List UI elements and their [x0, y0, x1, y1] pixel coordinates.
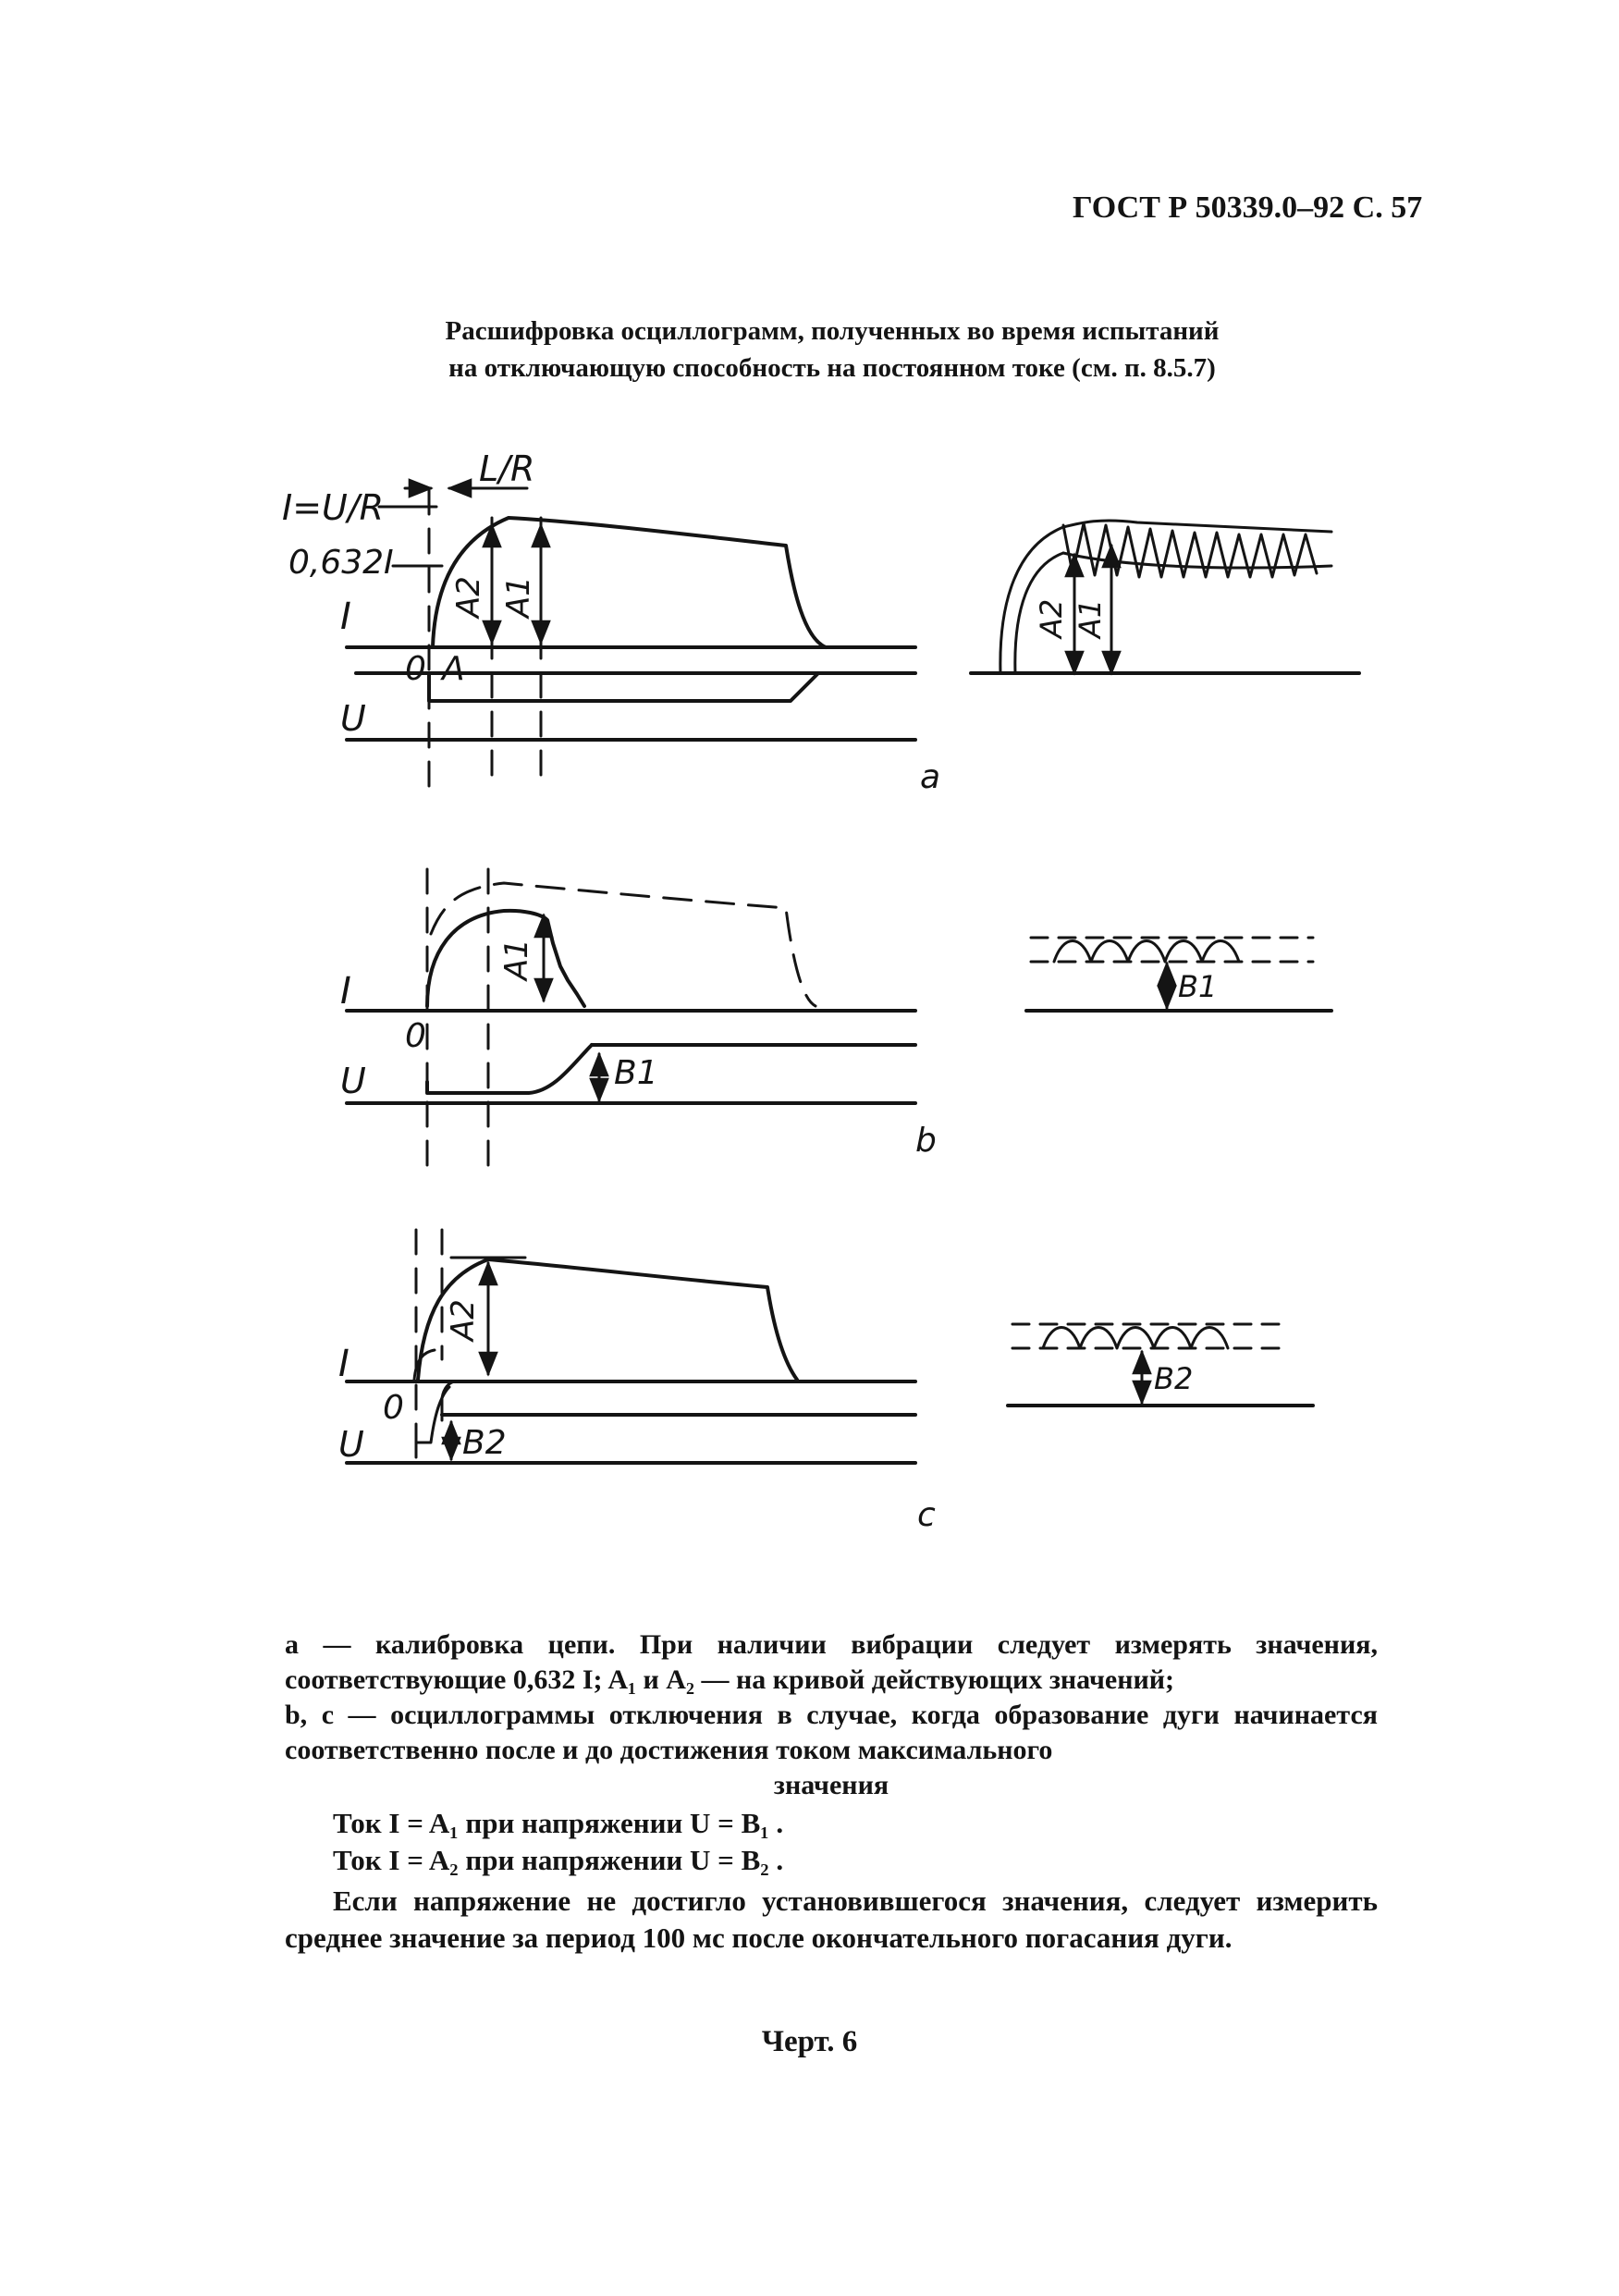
b-voltage-curve: [427, 1045, 592, 1093]
label-a1: A1: [500, 576, 537, 618]
label-a: A: [442, 650, 465, 688]
panel-b-label: b: [915, 1122, 937, 1160]
caption-line-3: значения: [773, 1770, 889, 1800]
b-label-u: U: [340, 1061, 366, 1101]
panel-c: [338, 1230, 1313, 1534]
label-i-axis: I: [340, 595, 351, 638]
b-label-i: I: [340, 970, 351, 1013]
panel-c-label: c: [917, 1496, 936, 1534]
detail-c-label-b2: B2: [1154, 1361, 1194, 1396]
b-label-b1: B1: [614, 1054, 658, 1092]
c-label-a2: A2: [445, 1299, 482, 1341]
page-header: ГОСТ Р 50339.0–92 С. 57: [1073, 190, 1423, 225]
formula-2: Ток I = A₂ при напряжении U = B₂ .: [333, 1844, 784, 1876]
measurement-note: Если напряжение не достигло установившегося значения, следует измерить среднее значение за период 100 мс после окончательного погасания дуги.: [285, 1885, 1378, 1954]
detail-c-vibration: [1008, 1324, 1313, 1406]
panel-a: [282, 448, 1359, 796]
voltage-curve: [429, 673, 818, 701]
label-a2: A2: [450, 576, 487, 618]
panel-b: [340, 869, 1331, 1165]
caption-line-1: а — калибровка цепи. При наличии вибрации следует измерять значения, соответствующие 0,632 I; A₁ и A₂ — на кривой действующих значений;: [285, 1629, 1378, 1695]
detail-a-label-a1: A1: [1073, 598, 1108, 638]
label-i-equals-u-over-r: I=U/R: [282, 487, 385, 528]
formulas: [285, 1805, 1378, 1879]
label-0632i: 0,632I: [288, 544, 394, 582]
c-label-u: U: [338, 1424, 364, 1465]
label-zero: 0: [405, 650, 426, 688]
c-label-b2: B2: [462, 1424, 507, 1462]
c-voltage-curve: [416, 1387, 449, 1457]
label-u-axis: U: [340, 698, 366, 739]
detail-b-label-b1: B1: [1178, 969, 1218, 1004]
b-label-zero: 0: [405, 1017, 426, 1055]
panel-a-label: a: [920, 758, 941, 796]
title-line-1: Расшифровка осциллограмм, полученных во время испытаний: [445, 316, 1220, 346]
formula-1: Ток I = A₁ при напряжении U = B₁ .: [333, 1807, 784, 1839]
label-lr: L/R: [479, 448, 535, 489]
c-label-i: I: [338, 1343, 350, 1385]
detail-b-vibration: [1026, 938, 1331, 1011]
b-label-a1: A1: [498, 939, 535, 980]
detail-a-vibration: [971, 521, 1359, 673]
figure-label: Черт. 6: [761, 2025, 858, 2058]
title-line-2: на отключающую способность на постоянном токе (см. п. 8.5.7): [448, 353, 1216, 383]
c-label-zero: 0: [383, 1389, 404, 1427]
caption-line-2: b, c — осциллограммы отключения в случае, когда образование дуги начинается соответственно после и до достижения током максимального: [285, 1700, 1378, 1765]
figure-caption: [285, 1627, 1378, 1803]
detail-a-label-a2: A2: [1034, 598, 1069, 638]
